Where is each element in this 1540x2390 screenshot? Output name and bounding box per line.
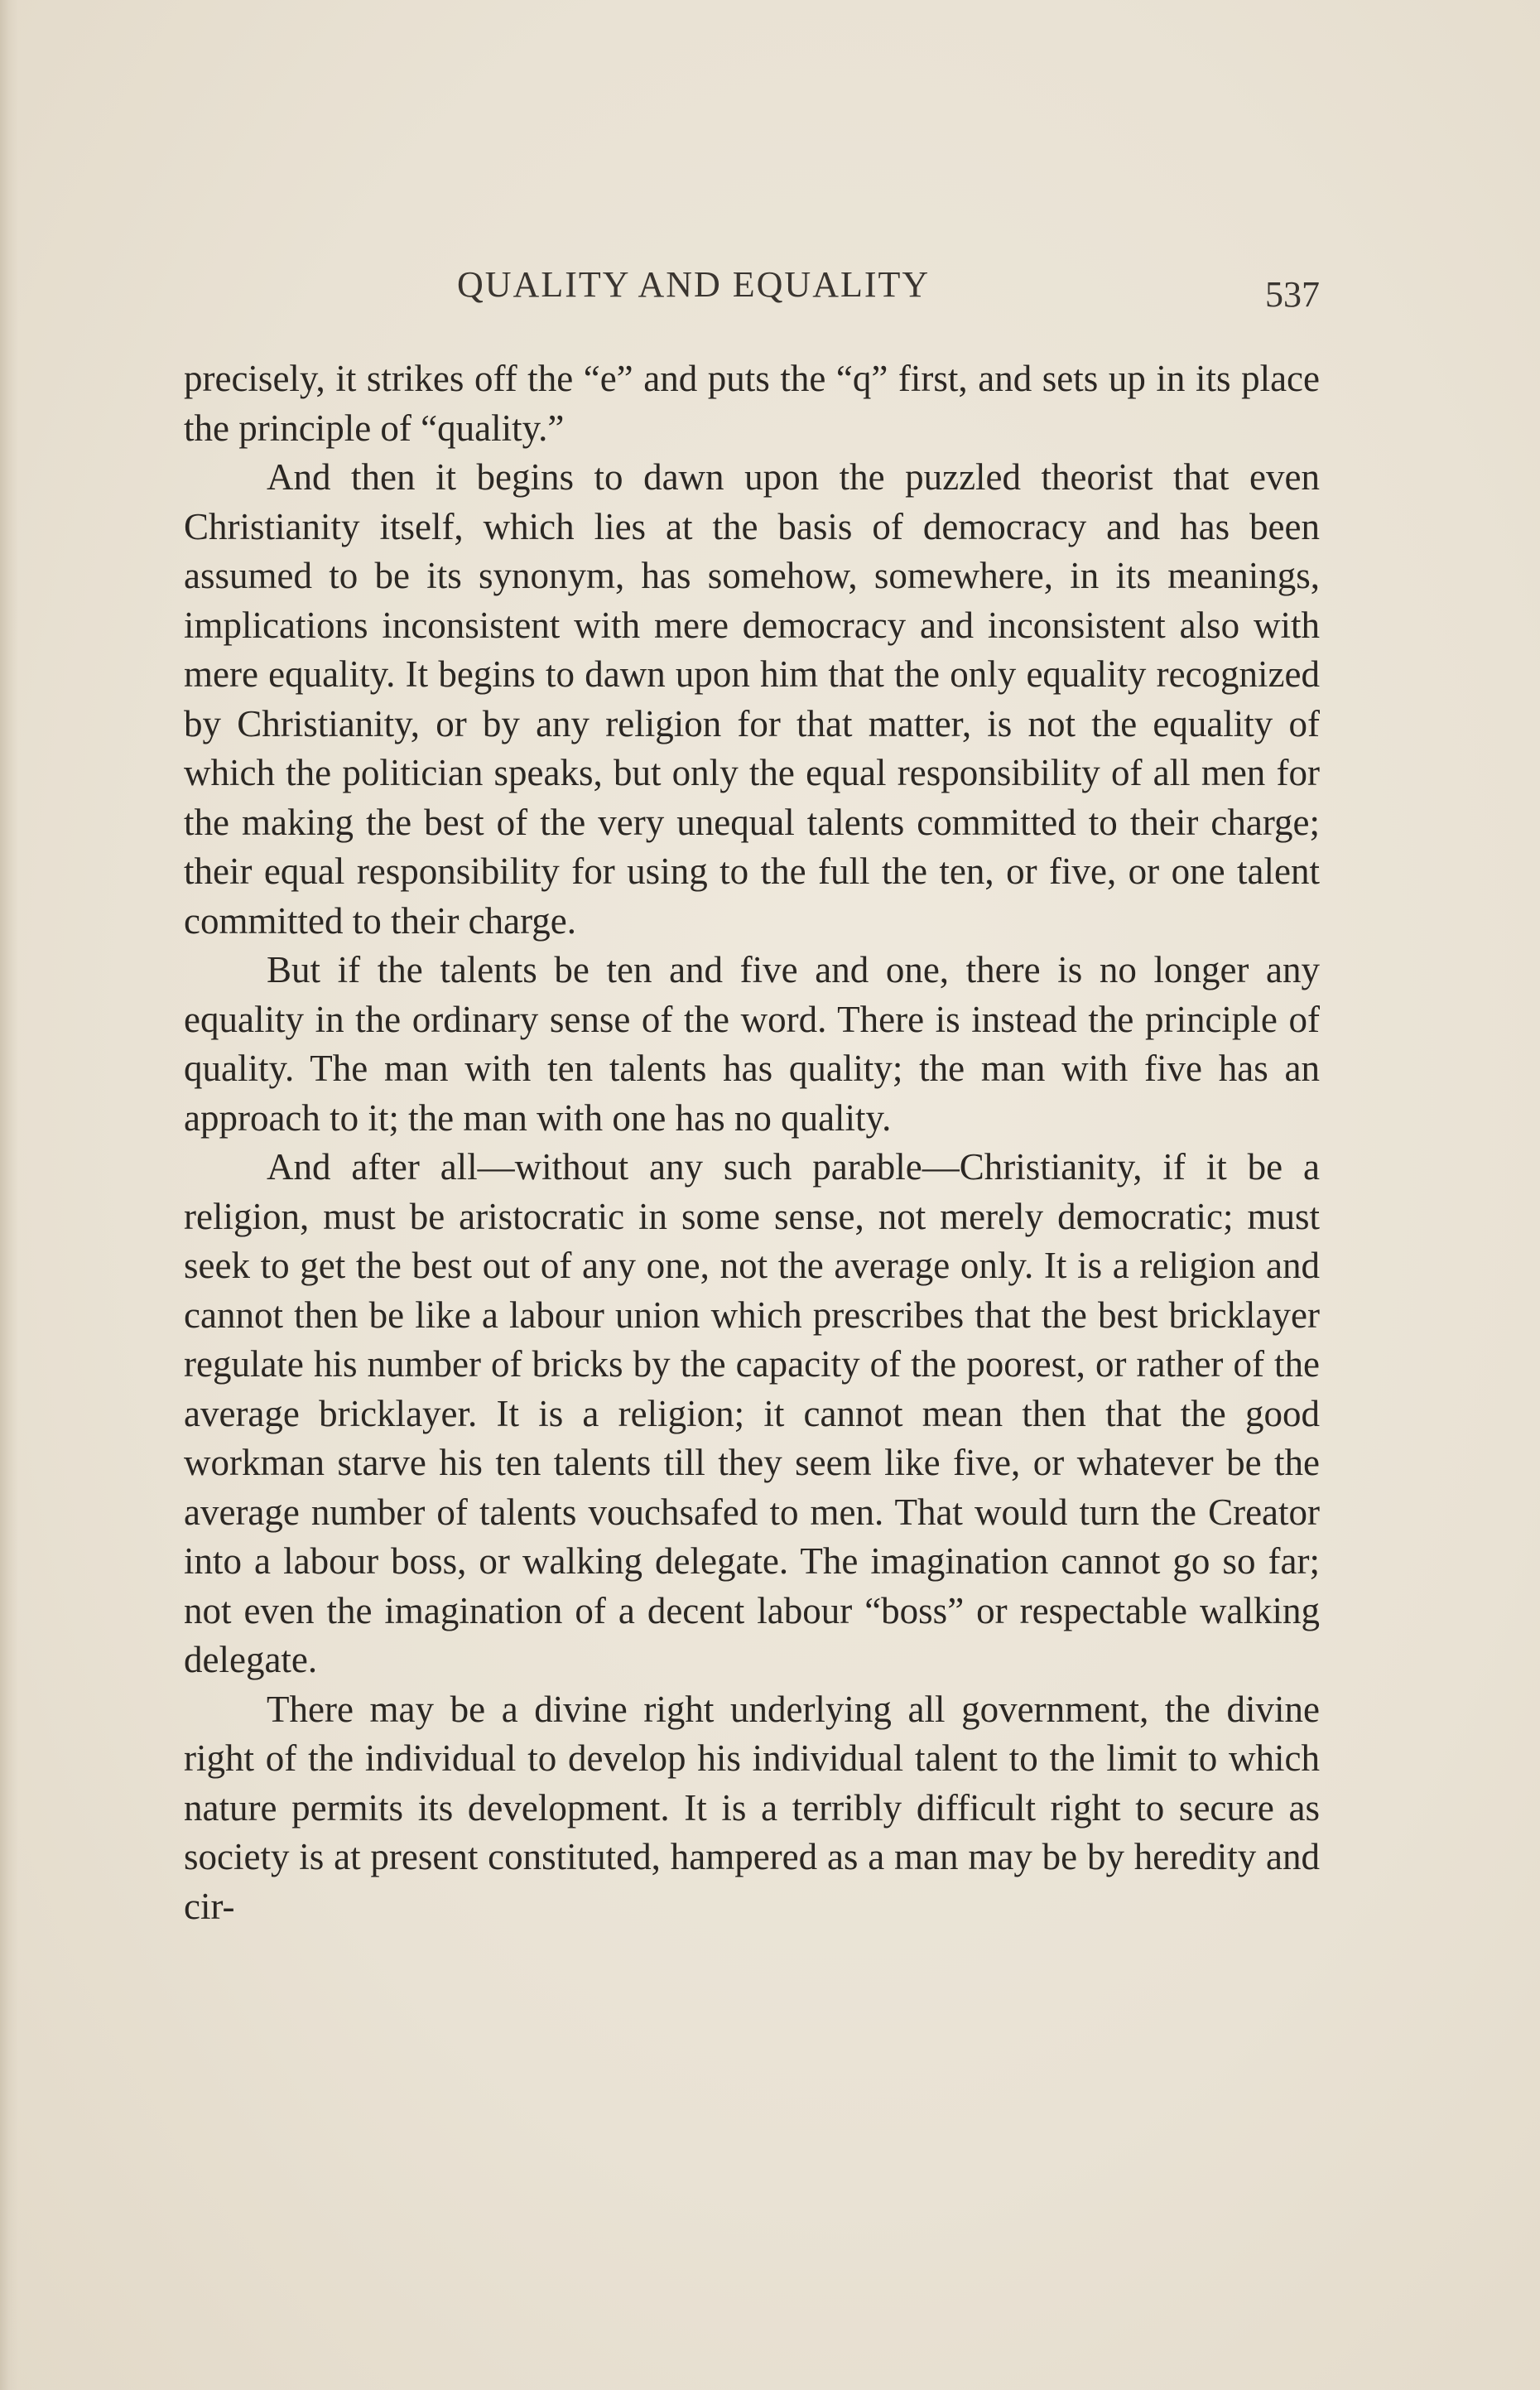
page-number: 537 (1265, 274, 1320, 315)
paragraph: But if the talents be ten and five and one, there is no longer any equality in the ordinary sense of the word. There is instead the principle of quality. The man with ten talents has quality; the man with five has an approach to it; the man with one has no quality. (184, 949, 1320, 1139)
page-gutter-shadow (0, 0, 18, 2390)
running-head (184, 263, 1320, 321)
paragraph: And after all—without any such parable—Christianity, if it be a religion, must be aristocratic in some sense, not merely democratic; must seek to get the best out of any one, not the average only. It is a religion and cannot then be like a labour union which prescribes that the best bricklayer regulate his number of bricks by the capacity of the poorest, or rather of the average bricklayer. It is a religion; it cannot mean then that the good workman starve his ten talents till they seem like five, or whatever be the average number of talents vouchsafed to men. That would turn the Creator into a labour boss, or walking delegate. The imagination cannot go so far; not even the imagination of a decent labour “boss” or respectable walking delegate. (184, 1146, 1320, 1680)
paragraph: There may be a divine right underlying all government, the divine right of the individual to develop his individual talent to the limit to which nature permits its development. It is a terribly difficult right to secure as society is at present constituted, hampered as a man may be by heredity and cir- (184, 1688, 1320, 1927)
paragraph-continued: precisely, it strikes off the “e” and puts the “q” first, and sets up in its place the principle of “quality.” (184, 358, 1320, 449)
running-title: QUALITY AND EQUALITY (457, 264, 931, 305)
paragraph: And then it begins to dawn upon the puzzled theorist that even Christianity itself, which lies at the basis of democracy and has been assumed to be its synonym, has somehow, somewhere, in its meanings, implications inconsistent with mere democracy and inconsistent also with mere equality. It begins to dawn upon him that the only equality recognized by Christianity, or by any religion for that matter, is not the equality of which the politician speaks, but only the equal responsibility of all men for the making the best of the very unequal talents committed to their charge; their equal responsibility for using to the full the ten, or five, or one talent committed to their charge. (184, 456, 1320, 942)
body-text (184, 354, 1320, 1931)
